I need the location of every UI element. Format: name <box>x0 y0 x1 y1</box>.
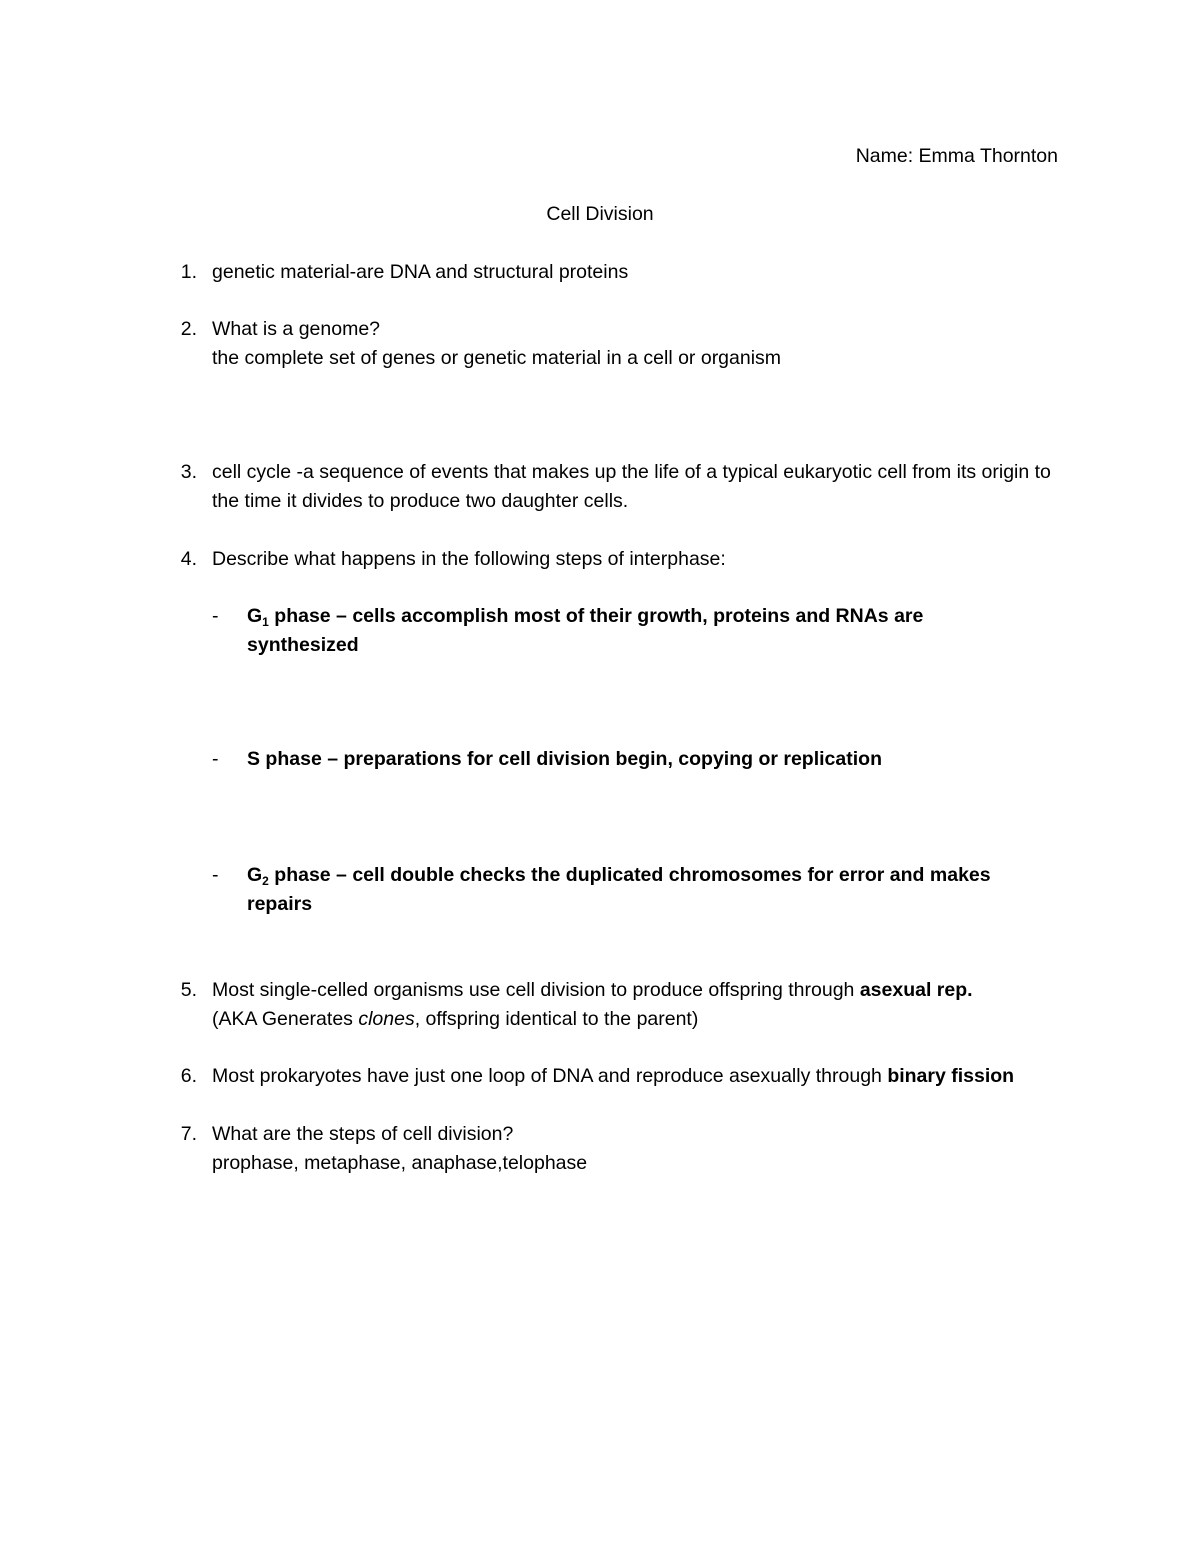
item-number: 2. <box>180 318 197 340</box>
bold-term: binary fission <box>887 1065 1015 1087</box>
item-number: 3. <box>180 461 197 483</box>
item-text-part: Most prokaryotes have just one loop of DNA and reproduce asexually through <box>212 1065 888 1087</box>
phase-text: phase – cell double checks the duplicated chromosomes for error and makes repairs <box>247 864 991 915</box>
bullet-dash: - <box>212 748 219 770</box>
answer-text: prophase, metaphase, anaphase,telophase <box>212 1152 588 1174</box>
phase-subscript: 1 <box>262 615 269 629</box>
item-text-line2 <box>212 1005 698 1034</box>
bullet-dash: - <box>212 605 219 627</box>
phase-text: phase – cells accomplish most of their growth, proteins and RNAs are synthesized <box>247 605 924 656</box>
question-text: What are the steps of cell division? <box>212 1123 514 1145</box>
item-text-part: Most single-celled organisms use cell division to produce offspring through <box>212 979 860 1001</box>
page-title: Cell Division <box>546 203 654 225</box>
phase-subscript: 2 <box>262 874 269 888</box>
item-text <box>212 1062 1042 1091</box>
italic-term: clones <box>358 1008 415 1030</box>
phase-description <box>247 602 1037 660</box>
item-number: 7. <box>180 1123 197 1145</box>
item-text: cell cycle -a sequence of events that makes up the life of a typical eukaryotic cell from its origin to the time it divides to produce two daughter cells. <box>212 461 1051 512</box>
phase-letter: G <box>247 864 263 886</box>
bold-term: asexual rep. <box>859 979 973 1001</box>
phase-text: phase – preparations for cell division begin, copying or replication <box>260 748 882 770</box>
item-number: 6. <box>180 1065 197 1087</box>
item-text <box>212 976 973 1005</box>
item-text-part: (AKA Generates <box>212 1008 359 1030</box>
question-text: What is a genome? <box>212 318 381 340</box>
bullet-dash: - <box>212 864 219 886</box>
student-name: Name: Emma Thornton <box>855 145 1058 167</box>
item-number: 1. <box>180 261 197 283</box>
item-number: 5. <box>180 979 197 1001</box>
item-text: genetic material-are DNA and structural proteins <box>212 261 629 283</box>
phase-letter: S <box>247 748 261 770</box>
phase-letter: G <box>247 605 263 627</box>
answer-text: the complete set of genes or genetic material in a cell or organism <box>212 347 782 369</box>
phase-description <box>247 861 1047 919</box>
phase-description <box>247 745 1047 774</box>
item-text-part: , offspring identical to the parent) <box>414 1008 699 1030</box>
item-number: 4. <box>180 548 197 570</box>
item-text: Describe what happens in the following steps of interphase: <box>212 548 726 570</box>
